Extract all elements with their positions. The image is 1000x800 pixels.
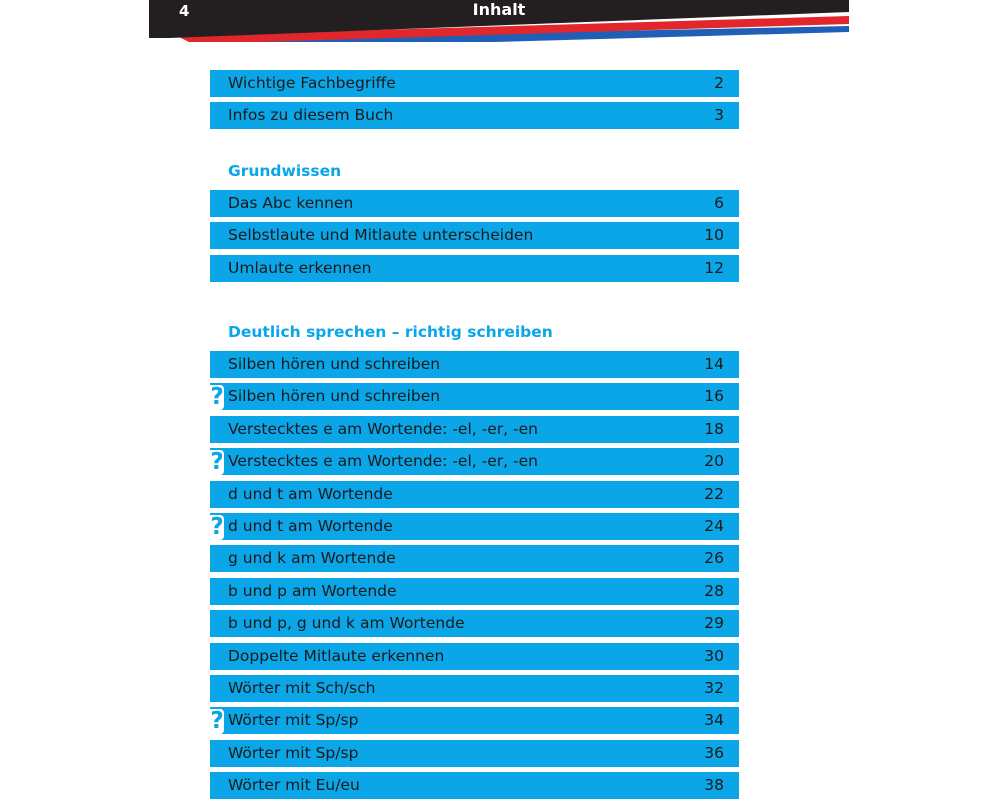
toc-row[interactable] <box>210 416 739 443</box>
toc-row-page-number: 29 <box>704 614 724 633</box>
question-mark-icon <box>210 515 224 540</box>
toc-row-label: Wörter mit Sp/sp <box>228 743 359 762</box>
toc-row-label: Verstecktes e am Wortende: -el, -er, -en <box>228 452 538 471</box>
toc-row-label: d und t am Wortende <box>228 517 393 535</box>
question-mark-glyph: ? <box>210 384 224 411</box>
toc-row-page-number: 30 <box>704 646 724 665</box>
toc-row-label: Silben hören und schreiben <box>228 355 441 373</box>
toc-row[interactable] <box>210 448 739 475</box>
toc-row-page-number: 34 <box>704 711 724 730</box>
toc-row-page-number: 36 <box>704 743 724 762</box>
toc-row[interactable] <box>210 351 739 378</box>
toc-row[interactable] <box>210 102 739 129</box>
toc-row-page-number: 12 <box>704 258 724 277</box>
toc-row-page-number: 2 <box>714 74 724 92</box>
toc-row[interactable] <box>210 643 739 670</box>
toc-row-label: g und k am Wortende <box>228 549 396 568</box>
toc-row[interactable] <box>210 383 739 410</box>
toc-row-label: Wörter mit Eu/eu <box>228 776 360 795</box>
question-mark-icon <box>210 709 224 734</box>
toc-row-label: Wörter mit Sp/sp <box>228 711 359 730</box>
toc-row-page-number: 10 <box>704 226 724 245</box>
page-number: 4 <box>179 2 190 20</box>
toc-row-label: Wörter mit Sch/sch <box>228 679 376 697</box>
toc-row-page-number: 16 <box>704 387 724 406</box>
toc-row-label: Doppelte Mitlaute erkennen <box>228 646 445 665</box>
toc-row-label: b und p, g und k am Wortende <box>228 614 465 633</box>
page-title: Inhalt <box>472 0 526 19</box>
toc-row[interactable] <box>210 545 739 572</box>
question-mark-glyph: ? <box>210 514 224 540</box>
toc-row-label: Verstecktes e am Wortende: -el, -er, -en <box>228 419 538 438</box>
toc-row-page-number: 28 <box>704 581 724 600</box>
toc-row-page-number: 32 <box>704 679 724 697</box>
toc-row-page-number: 22 <box>704 484 724 503</box>
toc-row-label: Selbstlaute und Mitlaute unterscheiden <box>228 226 534 245</box>
toc-row[interactable] <box>210 190 739 217</box>
toc-row[interactable] <box>210 707 739 734</box>
document-page <box>149 0 849 800</box>
section-heading: Grundwissen <box>228 162 342 180</box>
toc-row-page-number: 14 <box>704 355 724 373</box>
toc-row-page-number: 18 <box>704 419 724 438</box>
question-mark-glyph: ? <box>210 708 224 735</box>
toc-row[interactable] <box>210 675 739 702</box>
toc-row-label: b und p am Wortende <box>228 581 397 600</box>
question-mark-icon <box>210 450 224 475</box>
toc-row[interactable] <box>210 610 739 637</box>
toc-row[interactable] <box>210 740 739 767</box>
toc-row-page-number: 6 <box>714 194 724 212</box>
toc-row-page-number: 38 <box>704 776 724 795</box>
toc-row[interactable] <box>210 481 739 508</box>
toc-row-page-number: 20 <box>704 452 724 471</box>
toc-row-page-number: 26 <box>704 549 724 568</box>
toc-row-label: Umlaute erkennen <box>228 258 372 277</box>
question-mark-glyph: ? <box>210 449 224 476</box>
toc-row-label: Silben hören und schreiben <box>228 387 441 406</box>
toc-row[interactable] <box>210 513 739 540</box>
toc-row[interactable] <box>210 222 739 249</box>
section-heading: Deutlich sprechen – richtig schreiben <box>228 323 553 341</box>
question-mark-icon <box>210 385 224 410</box>
page-header <box>149 0 849 42</box>
toc-row[interactable] <box>210 578 739 605</box>
toc-row-label: d und t am Wortende <box>228 484 393 503</box>
toc-row-page-number: 24 <box>704 517 724 535</box>
toc-row-label: Wichtige Fachbegriffe <box>228 74 396 92</box>
toc-row[interactable] <box>210 772 739 799</box>
toc-row[interactable] <box>210 70 739 97</box>
toc-row[interactable] <box>210 255 739 282</box>
toc-row-page-number: 3 <box>714 106 724 125</box>
toc-row-label: Infos zu diesem Buch <box>228 106 394 125</box>
toc-row-label: Das Abc kennen <box>228 194 354 212</box>
